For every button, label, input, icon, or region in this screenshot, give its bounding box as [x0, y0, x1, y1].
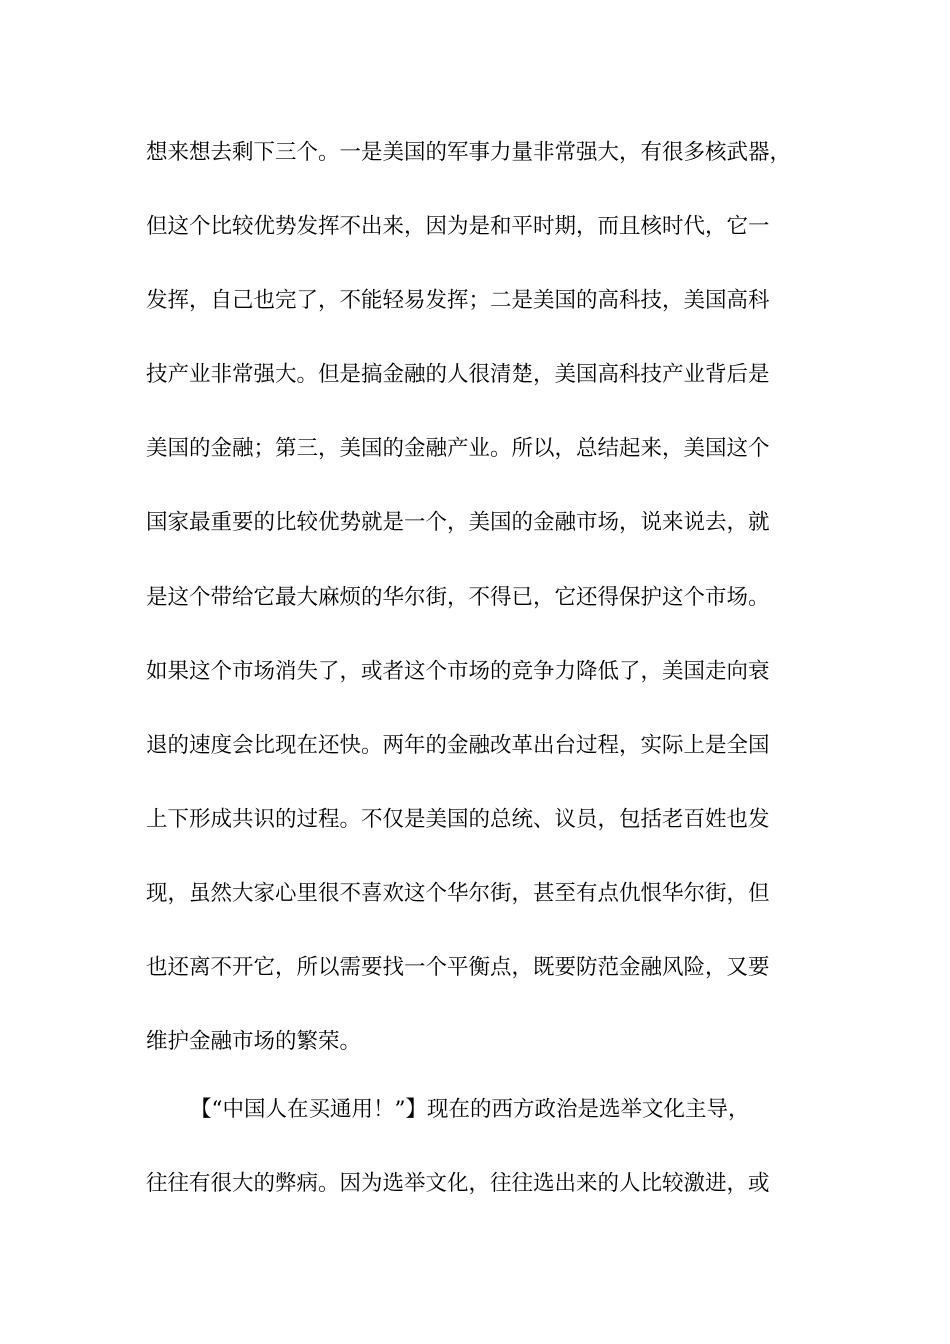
text-line-9: 退的速度会比现在还快。两年的金融改革出台过程，实际上是全国	[146, 733, 770, 758]
text-line-5: 美国的金融；第三，美国的金融产业。所以，总结起来，美国这个	[146, 436, 770, 461]
text-line-8: 如果这个市场消失了，或者这个市场的竞争力降低了，美国走向衰	[146, 659, 770, 684]
text-line-7: 是这个带给它最大麻烦的华尔街，不得已，它还得保护这个市场。	[146, 585, 770, 610]
text-line-11: 现，虽然大家心里很不喜欢这个华尔街，甚至有点仇恨华尔街，但	[146, 881, 770, 906]
paragraph-start-line: 【“中国人在买通用！”】现在的西方政治是选举文化主导，	[190, 1097, 750, 1122]
text-line-2: 但这个比较优势发挥不出来，因为是和平时期，而且核时代，它一	[146, 214, 770, 239]
text-line-10: 上下形成共识的过程。不仅是美国的总统、议员，包括老百姓也发	[146, 807, 770, 832]
text-line-4: 技产业非常强大。但是搞金融的人很清楚，美国高科技产业背后是	[146, 362, 770, 387]
text-line-1: 想来想去剩下三个。一是美国的军事力量非常强大，有很多核武器，	[146, 140, 792, 165]
text-line-13: 维护金融市场的繁荣。	[146, 1029, 362, 1054]
text-line-15: 往往有很大的弊病。因为选举文化，往往选出来的人比较激进，或	[146, 1171, 770, 1196]
text-line-6: 国家最重要的比较优势就是一个，美国的金融市场，说来说去，就	[146, 510, 770, 535]
text-line-3: 发挥，自己也完了，不能轻易发挥；二是美国的高科技，美国高科	[146, 288, 770, 313]
text-line-12: 也还离不开它，所以需要找一个平衡点，既要防范金融风险，又要	[146, 955, 770, 980]
